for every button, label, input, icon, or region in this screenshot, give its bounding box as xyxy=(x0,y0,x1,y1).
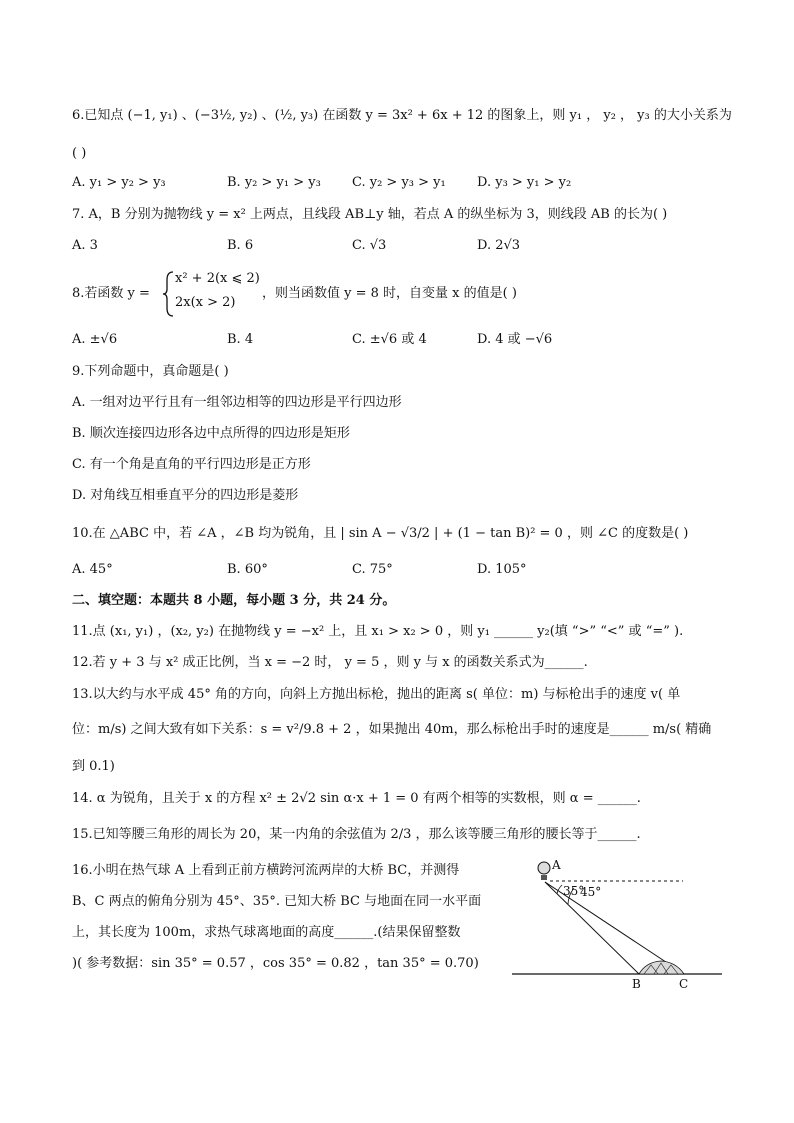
q8-case-2: 2x(x > 2) xyxy=(175,295,236,310)
q16-line-4: )( 参考数据：sin 35° = 0.57 ，cos 35° = 0.82 ，tan 35° = 0.70) xyxy=(72,956,479,971)
q9-stem: 9.下列命题中，真命题是( ) xyxy=(72,364,229,379)
q16-line-1: 16.小明在热气球 A 上看到正前方横跨河流两岸的大桥 BC，并测得 xyxy=(72,863,460,878)
q8-case-1: x² + 2(x ⩽ 2) xyxy=(175,271,260,286)
q12-stem: 12.若 y + 3 与 x² 成正比例，当 x = −2 时， y = 5 ，则 y 与 x 的函数关系式为______. xyxy=(72,655,588,670)
q16-line-3: 上，其长度为 100m，求热气球离地面的高度______.(结果保留整数 xyxy=(72,925,461,940)
q8-option-c: C. ±√6 或 4 xyxy=(352,332,427,347)
q8-option-b: B. 4 xyxy=(227,332,254,347)
q10-option-c: C. 75° xyxy=(352,562,393,577)
brace-icon xyxy=(162,270,176,318)
q14-stem: 14. α 为锐角，且关于 x 的方程 x² ± 2√2 sin α·x + 1 = 0 有两个相等的实数根，则 α = ______. xyxy=(72,791,641,806)
section-heading: 二、填空题：本题共 8 小题，每小题 3 分，共 24 分。 xyxy=(72,593,396,608)
q7-option-b: B. 6 xyxy=(227,238,254,253)
q7-options xyxy=(72,237,722,255)
q6-option-a: A. y₁ > y₂ > y₃ xyxy=(72,175,166,190)
q9-option-b: B. 顺次连接四边形各边中点所得的四边形是矩形 xyxy=(72,426,350,441)
q6-option-b: B. y₂ > y₁ > y₃ xyxy=(227,175,321,190)
q6-options xyxy=(72,174,722,192)
q6-option-d: D. y₃ > y₁ > y₂ xyxy=(477,175,572,190)
q6-answer-paren: ( ) xyxy=(72,146,87,161)
label-angle-35: 35° xyxy=(563,884,585,898)
balloon-bridge-figure xyxy=(508,858,728,993)
q16-line-2: B、C 两点的俯角分别为 45°、35°. 已知大桥 BC 与地面在同一水平面 xyxy=(72,894,482,909)
q10-stem: 10.在 △ABC 中，若 ∠A ，∠B 均为锐角，且 | sin A − √3/2 | + (1 − tan B)² = 0 ，则 ∠C 的度数是( ) xyxy=(72,526,689,541)
label-c: C xyxy=(679,977,689,991)
q8-prefix: 8.若函数 y = xyxy=(72,286,150,301)
balloon-icon xyxy=(538,862,550,874)
q6-option-c: C. y₂ > y₃ > y₁ xyxy=(352,175,446,190)
q8-option-a: A. ±√6 xyxy=(72,332,118,347)
label-a: A xyxy=(552,858,561,872)
q10-option-b: B. 60° xyxy=(227,562,268,577)
q9-option-d: D. 对角线互相垂直平分的四边形是菱形 xyxy=(72,488,299,503)
balloon-basket-icon xyxy=(541,875,547,880)
q7-option-c: C. √3 xyxy=(352,238,387,253)
q8-options xyxy=(72,331,722,349)
q9-option-a: A. 一组对边平行且有一组邻边相等的四边形是平行四边形 xyxy=(72,395,402,410)
q7-option-a: A. 3 xyxy=(72,238,98,253)
q6-stem: 6.已知点 (−1, y₁) 、(−3½, y₂) 、(½, y₃) 在函数 y = 3x² + 6x + 12 的图象上，则 y₁ ， y₂ ， y₃ 的大小关系为 xyxy=(72,108,732,123)
q13-line-2: 位：m/s) 之间大致有如下关系：s = v²/9.8 + 2 ，如果抛出 40m，那么标枪出手时的速度是______ m/s( 精确 xyxy=(72,722,712,737)
q7-option-d: D. 2√3 xyxy=(477,238,521,253)
q8-option-d: D. 4 或 −√6 xyxy=(477,332,553,347)
q7-stem: 7. A，B 分别为抛物线 y = x² 上两点，且线段 AB⊥y 轴，若点 A 的纵坐标为 3，则线段 AB 的长为( ) xyxy=(72,207,668,222)
q13-line-1: 13.以大约与水平成 45° 角的方向，向斜上方抛出标枪，抛出的距离 s( 单位：m) 与标枪出手的速度 v( 单 xyxy=(72,687,681,702)
q11-stem: 11.点 (x₁, y₁) ，(x₂, y₂) 在抛物线 y = −x² 上，且 x₁ > x₂ > 0 ，则 y₁ ______ y₂(填 “>” “<” 或 “=” ). xyxy=(72,624,684,639)
q15-stem: 15.已知等腰三角形的周长为 20，某一内角的余弦值为 2/3 ，那么该等腰三角形的腰长等于______. xyxy=(72,827,641,842)
label-b: B xyxy=(632,977,641,991)
label-angle-45: 45° xyxy=(580,885,602,899)
q9-option-c: C. 有一个角是直角的平行四边形是正方形 xyxy=(72,457,311,472)
q10-option-d: D. 105° xyxy=(477,562,527,577)
q8-suffix: ，则当函数值 y = 8 时，自变量 x 的值是( ) xyxy=(262,286,517,301)
q10-options xyxy=(72,561,722,579)
q13-line-3: 到 0.1) xyxy=(72,759,115,774)
q10-option-a: A. 45° xyxy=(72,562,113,577)
